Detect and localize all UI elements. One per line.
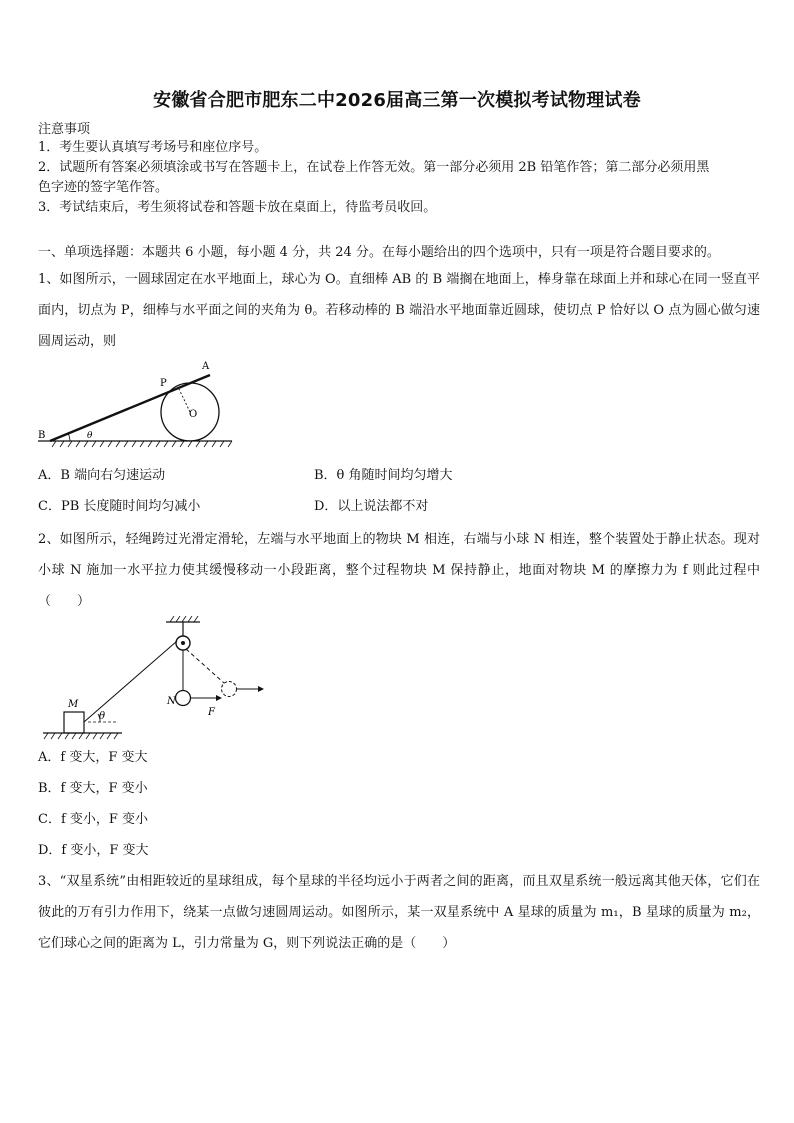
question-2-figure — [40, 616, 270, 742]
notice-item: 2．试题所有答案必须填涂或书写在答题卡上，在试卷上作答无效。第一部分必须用 2B 铅笔作答；第二部分必须用黑 — [38, 160, 710, 175]
ceiling-hatching — [170, 616, 198, 622]
block-m — [64, 712, 84, 733]
label-o: O — [189, 409, 198, 420]
q2-option-a[interactable]: A．f 变大，F 变大 — [38, 750, 148, 765]
label-n: N — [167, 696, 176, 707]
label-a: A — [202, 361, 210, 372]
question-1-stem: 1、如图所示，一圆球固定在水平地面上，球心为 O。直细棒 AB 的 B 端搁在地面上，棒身靠在球面上并和球心在同一竖直平面内，切点为 P，细棒与水平面之间的夹角为 θ。若移动棒的 B 端沿水平地面靠近圆球，使切点 P 恰好以 O 点为圆心做匀速圆周运动，则 — [38, 272, 760, 349]
rope-moved-dashed — [186, 649, 224, 683]
section-intro: 一、单项选择题：本题共 6 小题，每小题 4 分，共 24 分。在每小题给出的四个选项中，只有一项是符合题目要求的。 — [38, 245, 720, 260]
force-f-arrowhead — [216, 695, 222, 701]
notice-item: 色字迹的签字笔作答。 — [38, 180, 169, 195]
question-3-stem: 3、“双星系统”由相距较近的星球组成，每个星球的半径均远小于两者之间的距离，而且双星系统一般远离其他天体，它们在彼此的万有引力作用下，绕某一点做匀速圆周运动。如图所示，某一双星系统中 A 星球的质量为 m₁，B 星球的质量为 m₂，它们球心之间的距离为 L，引力常量为 G，则下列说法正确的是（ ） — [38, 874, 760, 951]
q2-option-b[interactable]: B．f 变大，F 变小 — [38, 781, 148, 796]
q1-option-c[interactable]: C．PB 长度随时间均匀减小 — [38, 499, 201, 514]
label-p: P — [160, 378, 167, 389]
notice-list — [38, 138, 709, 218]
question-2-stem: 2、如图所示，轻绳跨过光滑定滑轮，左端与水平地面上的物块 M 相连，右端与小球 N 相连，整个装置处于静止状态。现对小球 N 施加一水平拉力使其缓慢移动一小段距离，整个过程物块 M 保持静止，地面对物块 M 的摩擦力为 f 则此过程中（ ） — [38, 532, 760, 609]
question-1-figure — [36, 358, 236, 450]
pulley-axle — [181, 641, 185, 645]
ball-n-moved — [222, 682, 237, 697]
page-title: 安徽省合肥市肥东二中2026届高三第一次模拟考试物理试卷 — [153, 90, 641, 111]
ground-hatching — [52, 441, 232, 447]
rope-left — [84, 641, 177, 722]
notice-heading: 注意事项 — [38, 122, 91, 137]
rod-ab — [50, 375, 210, 441]
label-theta: θ — [87, 431, 93, 441]
notice-item: 3．考试结束后，考生须将试卷和答题卡放在桌面上，待监考员收回。 — [38, 200, 437, 215]
label-f: F — [208, 707, 215, 718]
q2-option-c[interactable]: C．f 变小，F 变小 — [38, 812, 149, 827]
ball-n — [176, 691, 191, 706]
label-m: M — [68, 699, 79, 710]
notice-item: 1．考生要认真填写考场号和座位序号。 — [38, 140, 268, 155]
q1-option-b[interactable]: B．θ 角随时间均匀增大 — [314, 468, 453, 483]
q2-option-d[interactable]: D．f 变小，F 变大 — [38, 843, 149, 858]
q1-option-a[interactable]: A．B 端向右匀速运动 — [38, 468, 166, 483]
q1-option-d[interactable]: D．以上说法都不对 — [314, 499, 429, 514]
label-b: B — [38, 430, 46, 441]
label-theta: θ — [99, 711, 106, 722]
moved-force-arrowhead — [258, 686, 264, 692]
ground-hatching — [44, 733, 118, 739]
